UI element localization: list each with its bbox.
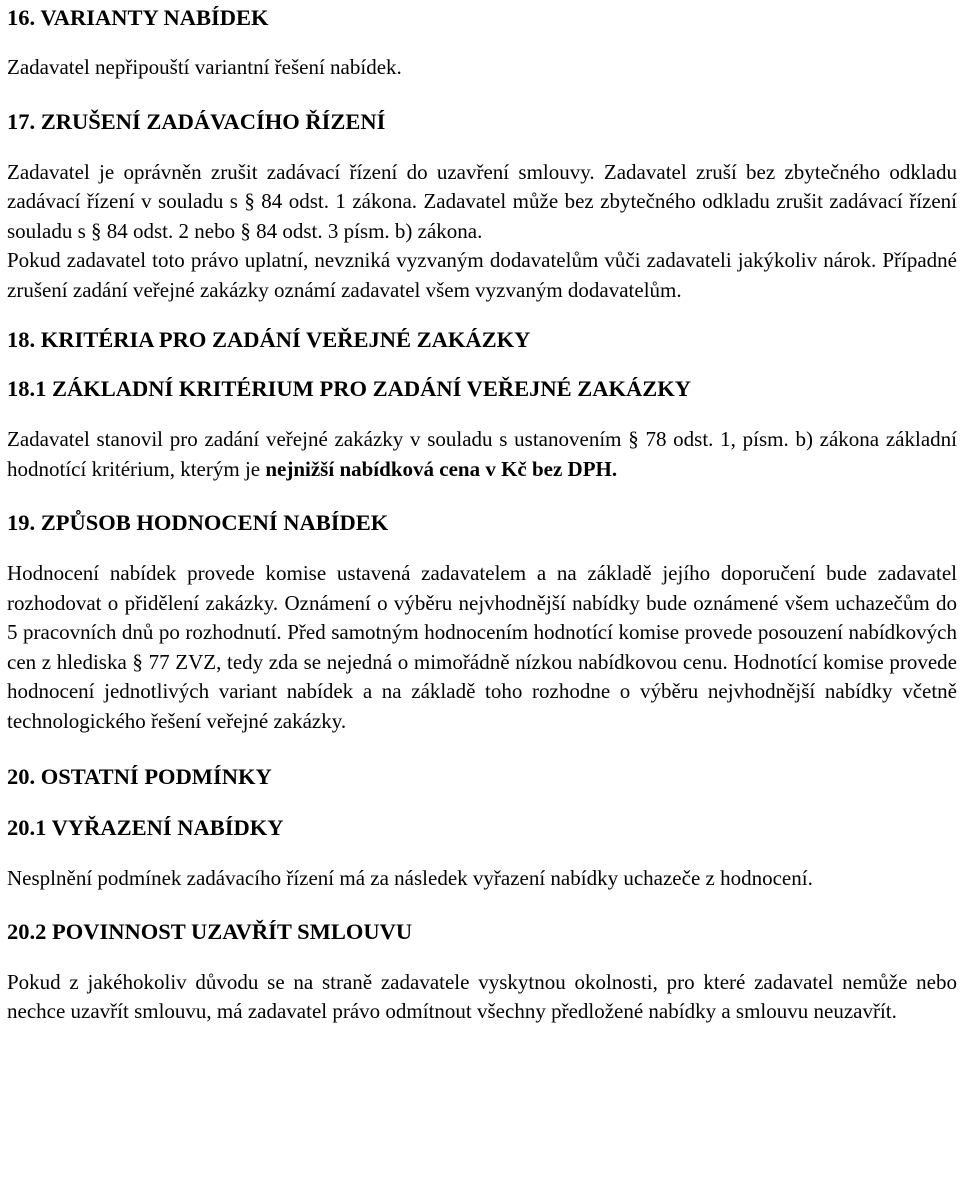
- heading-18: 18. KRITÉRIA PRO ZADÁNÍ VEŘEJNÉ ZAKÁZKY: [7, 327, 531, 352]
- paragraph-18-1-bold: nejnižší nabídková cena v Kč bez DPH.: [265, 456, 618, 481]
- heading-17: 17. ZRUŠENÍ ZADÁVACÍHO ŘÍZENÍ: [7, 108, 386, 134]
- paragraph-17-2: Pokud zadavatel toto právo uplatní, nevzniká vyzvaným dodavatelům vůči zadavateli jakýkoliv nárok. Případné zrušení zadání veřejné zakázky oznámí zadavatel všem vyzvaným dodavatelům.: [7, 248, 957, 302]
- paragraph-16: Zadavatel nepřipouští variantní řešení nabídek.: [7, 55, 402, 79]
- heading-19: 19. ZPŮSOB HODNOCENÍ NABÍDEK: [7, 510, 389, 535]
- heading-20-1: 20.1 VYŘAZENÍ NABÍDKY: [7, 815, 284, 840]
- heading-20-2: 20.2 POVINNOST UZAVŘÍT SMLOUVU: [7, 918, 413, 944]
- paragraph-17-1: Zadavatel je oprávněn zrušit zadávací řízení do uzavření smlouvy. Zadavatel zruší bez zbytečného odkladu zadávací řízení v souladu s § 84 odst. 1 zákona. Zadavatel může bez zbytečného odkladu zrušit zadávací řízení souladu s § 84 odst. 2 nebo § 84 odst. 3 písm. b) zákona.: [7, 159, 957, 243]
- heading-20: 20. OSTATNÍ PODMÍNKY: [7, 764, 272, 789]
- document-page: [7, 0, 957, 1027]
- paragraph-20-1: Nesplnění podmínek zadávacího řízení má za následek vyřazení nabídky uchazeče z hodnocení.: [7, 866, 813, 890]
- paragraph-18-1: [7, 425, 957, 484]
- paragraph-18-1-text: Zadavatel stanovil pro zadání veřejné zakázky v souladu s ustanovením § 78 odst. 1, písm. b) zákona základní hodnotící kritérium, kterým je: [7, 427, 957, 481]
- heading-18-1: 18.1 ZÁKLADNÍ KRITÉRIUM PRO ZADÁNÍ VEŘEJNÉ ZAKÁZKY: [7, 376, 692, 401]
- paragraph-19: Hodnocení nabídek provede komise ustavená zadavatelem a na základě jejího doporučení bude zadavatel rozhodovat o přidělení zakázky. Oznámení o výběru nejvhodnější nabídky bude oznámené všem uchazečům do 5 pracovních dnů po rozhodnutí. Před samotným hodnocením hodnotící komise provede posouzení nabídkových cen z hlediska § 77 ZVZ, tedy zda se nejedná o mimořádně nízkou nabídkovou cenu. Hodnotící komise provede hodnocení jednotlivých variant nabídek a na základě toho rozhodne o výběru nejvhodnější nabídky včetně technologického řešení veřejné zakázky.: [7, 561, 957, 733]
- heading-16: 16. VARIANTY NABÍDEK: [7, 5, 269, 30]
- paragraph-20-2: Pokud z jakéhokoliv důvodu se na straně zadavatele vyskytnou okolnosti, pro které zadavatel nemůže nebo nechce uzavřít smlouvu, má zadavatel právo odmítnout všechny předložené nabídky a smlouvu neuzavřít.: [7, 969, 957, 1023]
